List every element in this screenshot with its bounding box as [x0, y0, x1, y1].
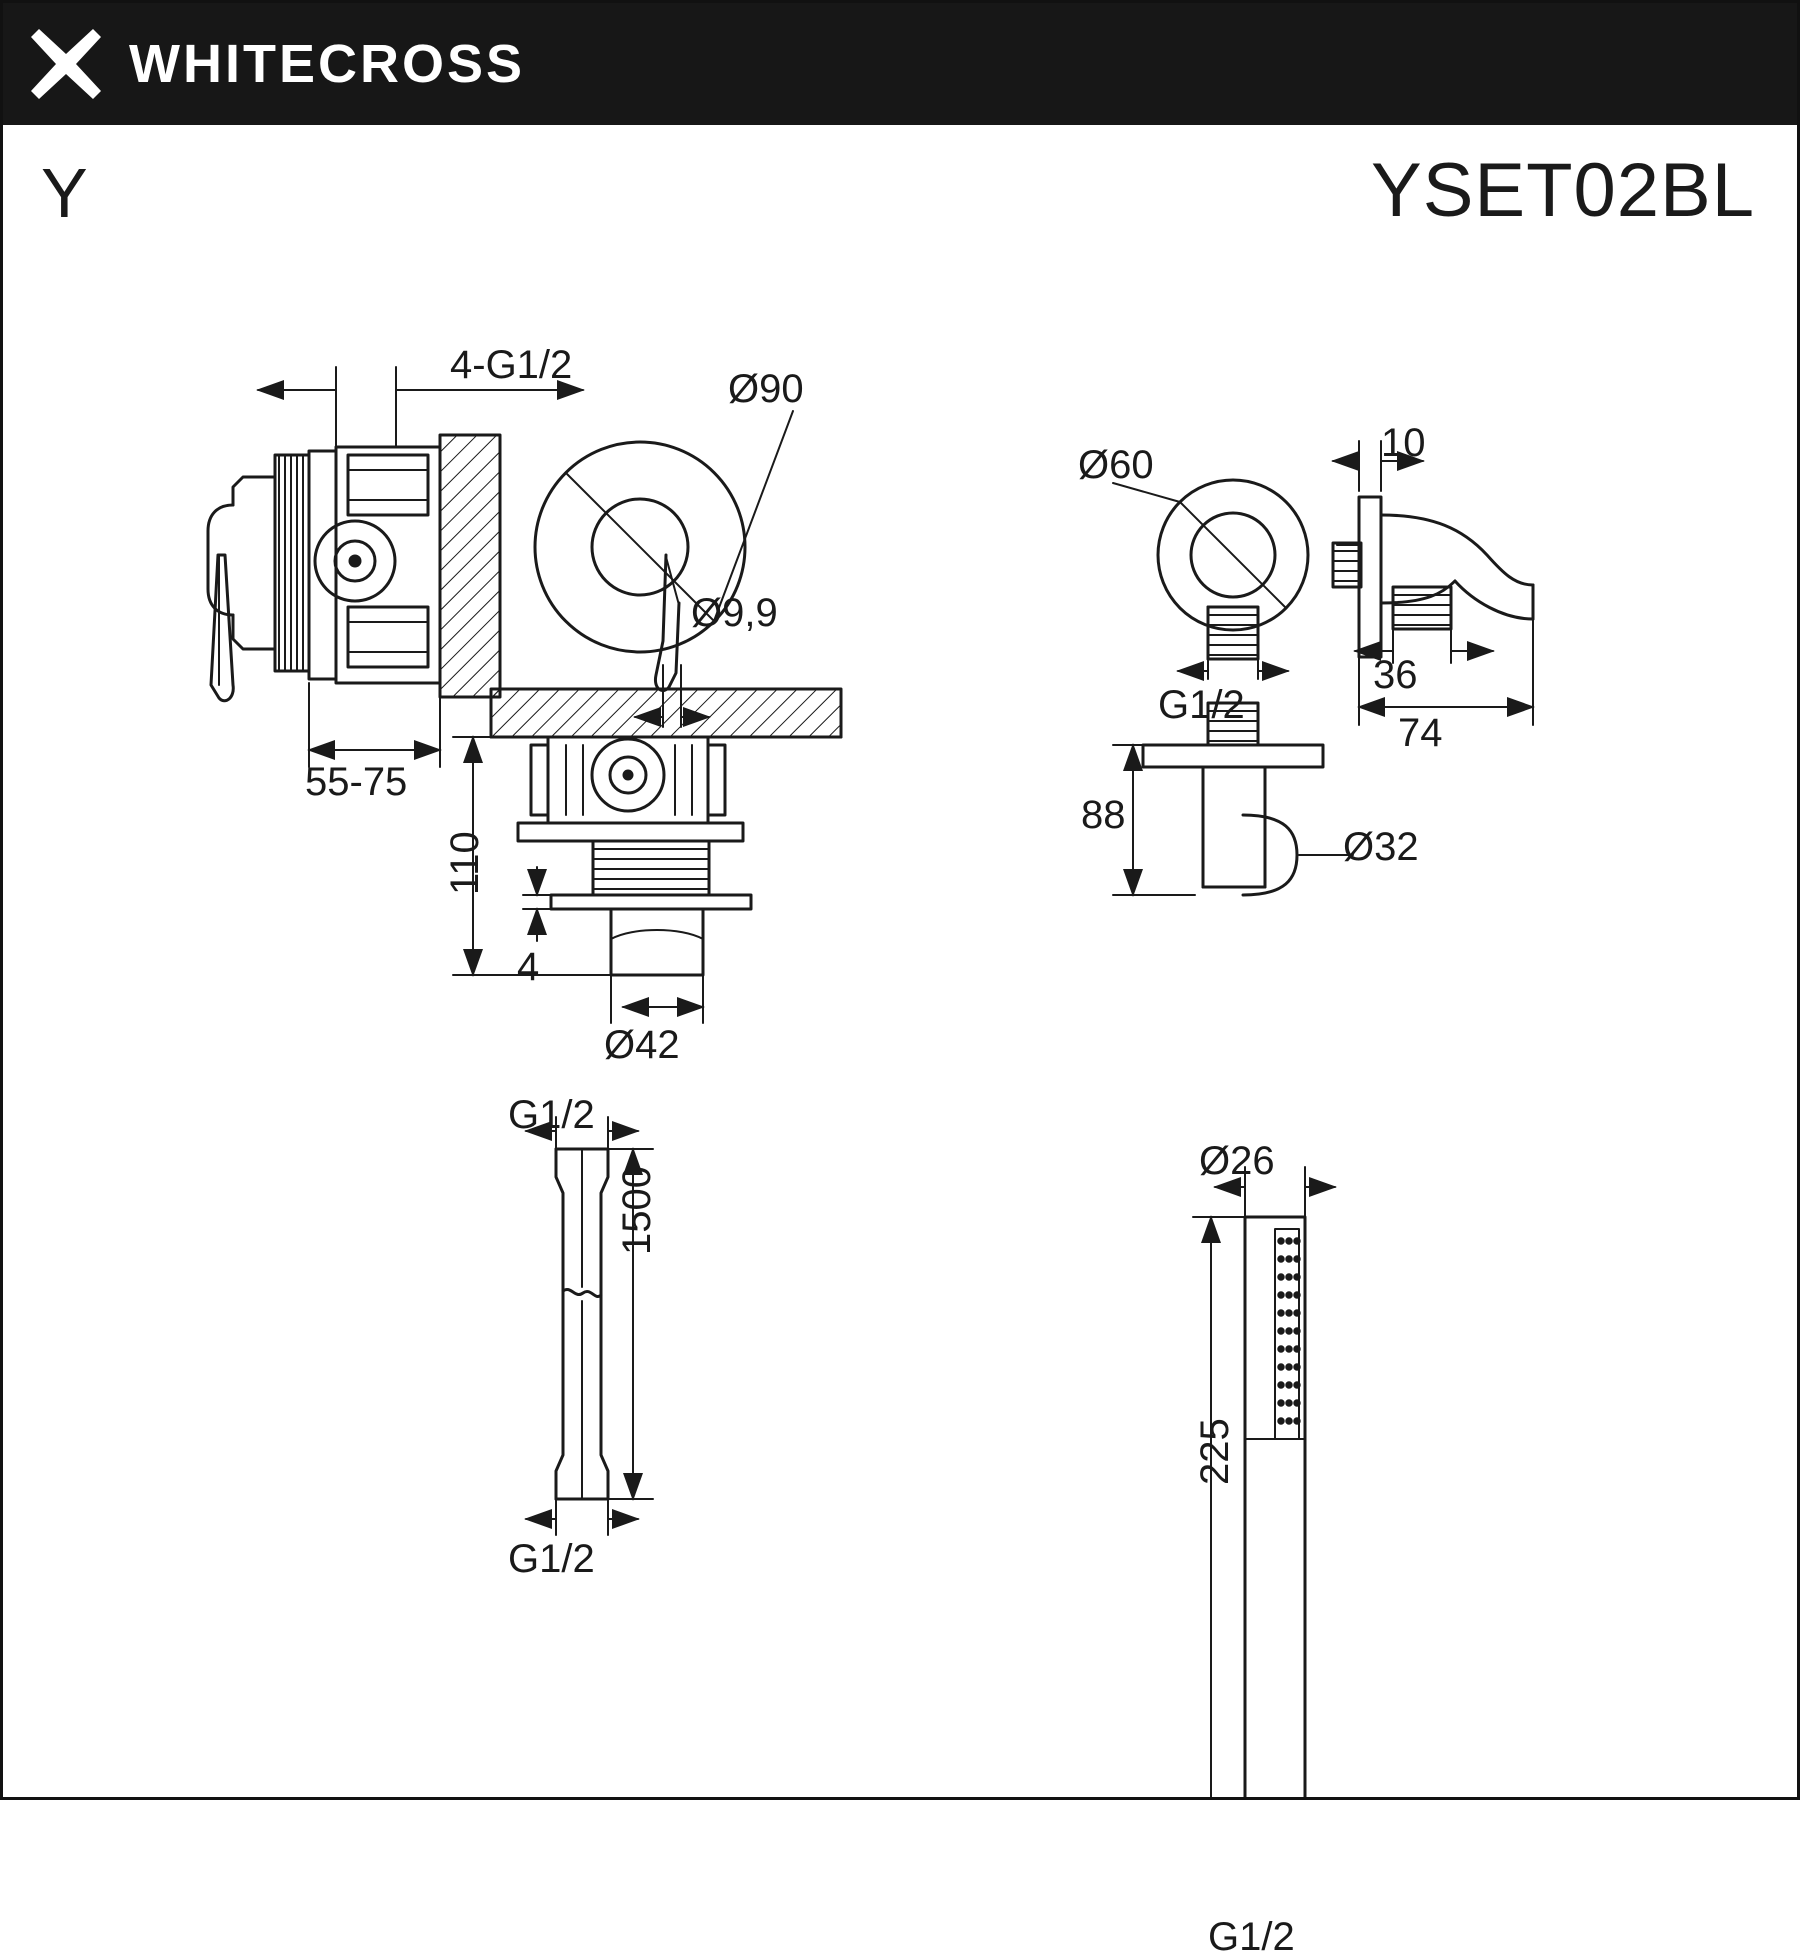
brand-name: WHITECROSS [129, 34, 526, 94]
dim-plate-diameter: Ø90 [728, 367, 804, 411]
whitecross-x-logo-icon [29, 27, 103, 101]
dim-holder-projection: 74 [1398, 711, 1443, 755]
dim-holder-thickness: 10 [1381, 421, 1426, 465]
dim-outlet-height: 110 [443, 831, 487, 895]
dim-mixer-depth: 55-75 [305, 760, 408, 804]
technical-drawing [3, 255, 1797, 1959]
dim-elbow-tube-diameter: Ø32 [1343, 825, 1419, 869]
header-bar [3, 3, 1797, 125]
dim-outlet-diameter: Ø42 [604, 1023, 680, 1067]
title-row [3, 125, 1797, 255]
dim-outlet-plate-thickness: 4 [517, 945, 540, 989]
dim-elbow-diameter: Ø60 [1078, 443, 1154, 487]
dim-hose-thread-top: G1/2 [508, 1093, 595, 1137]
dim-mixer-ports: 4-G1/2 [450, 343, 573, 387]
dim-handset-diameter: Ø26 [1199, 1139, 1275, 1183]
dim-lever-diameter: Ø9,9 [691, 591, 778, 635]
dim-hose-length: 1500 [615, 1166, 659, 1255]
dim-elbow-thread: G1/2 [1158, 683, 1245, 727]
dim-elbow-drop: 88 [1081, 793, 1126, 837]
model-code: YSET02BL [1371, 148, 1755, 233]
dim-handset-length: 225 [1193, 1418, 1237, 1485]
series-letter: Y [41, 154, 88, 232]
dim-hose-thread-bottom: G1/2 [508, 1537, 595, 1581]
dim-holder-height: 36 [1373, 653, 1418, 697]
dim-handset-thread: G1/2 [1208, 1915, 1295, 1959]
